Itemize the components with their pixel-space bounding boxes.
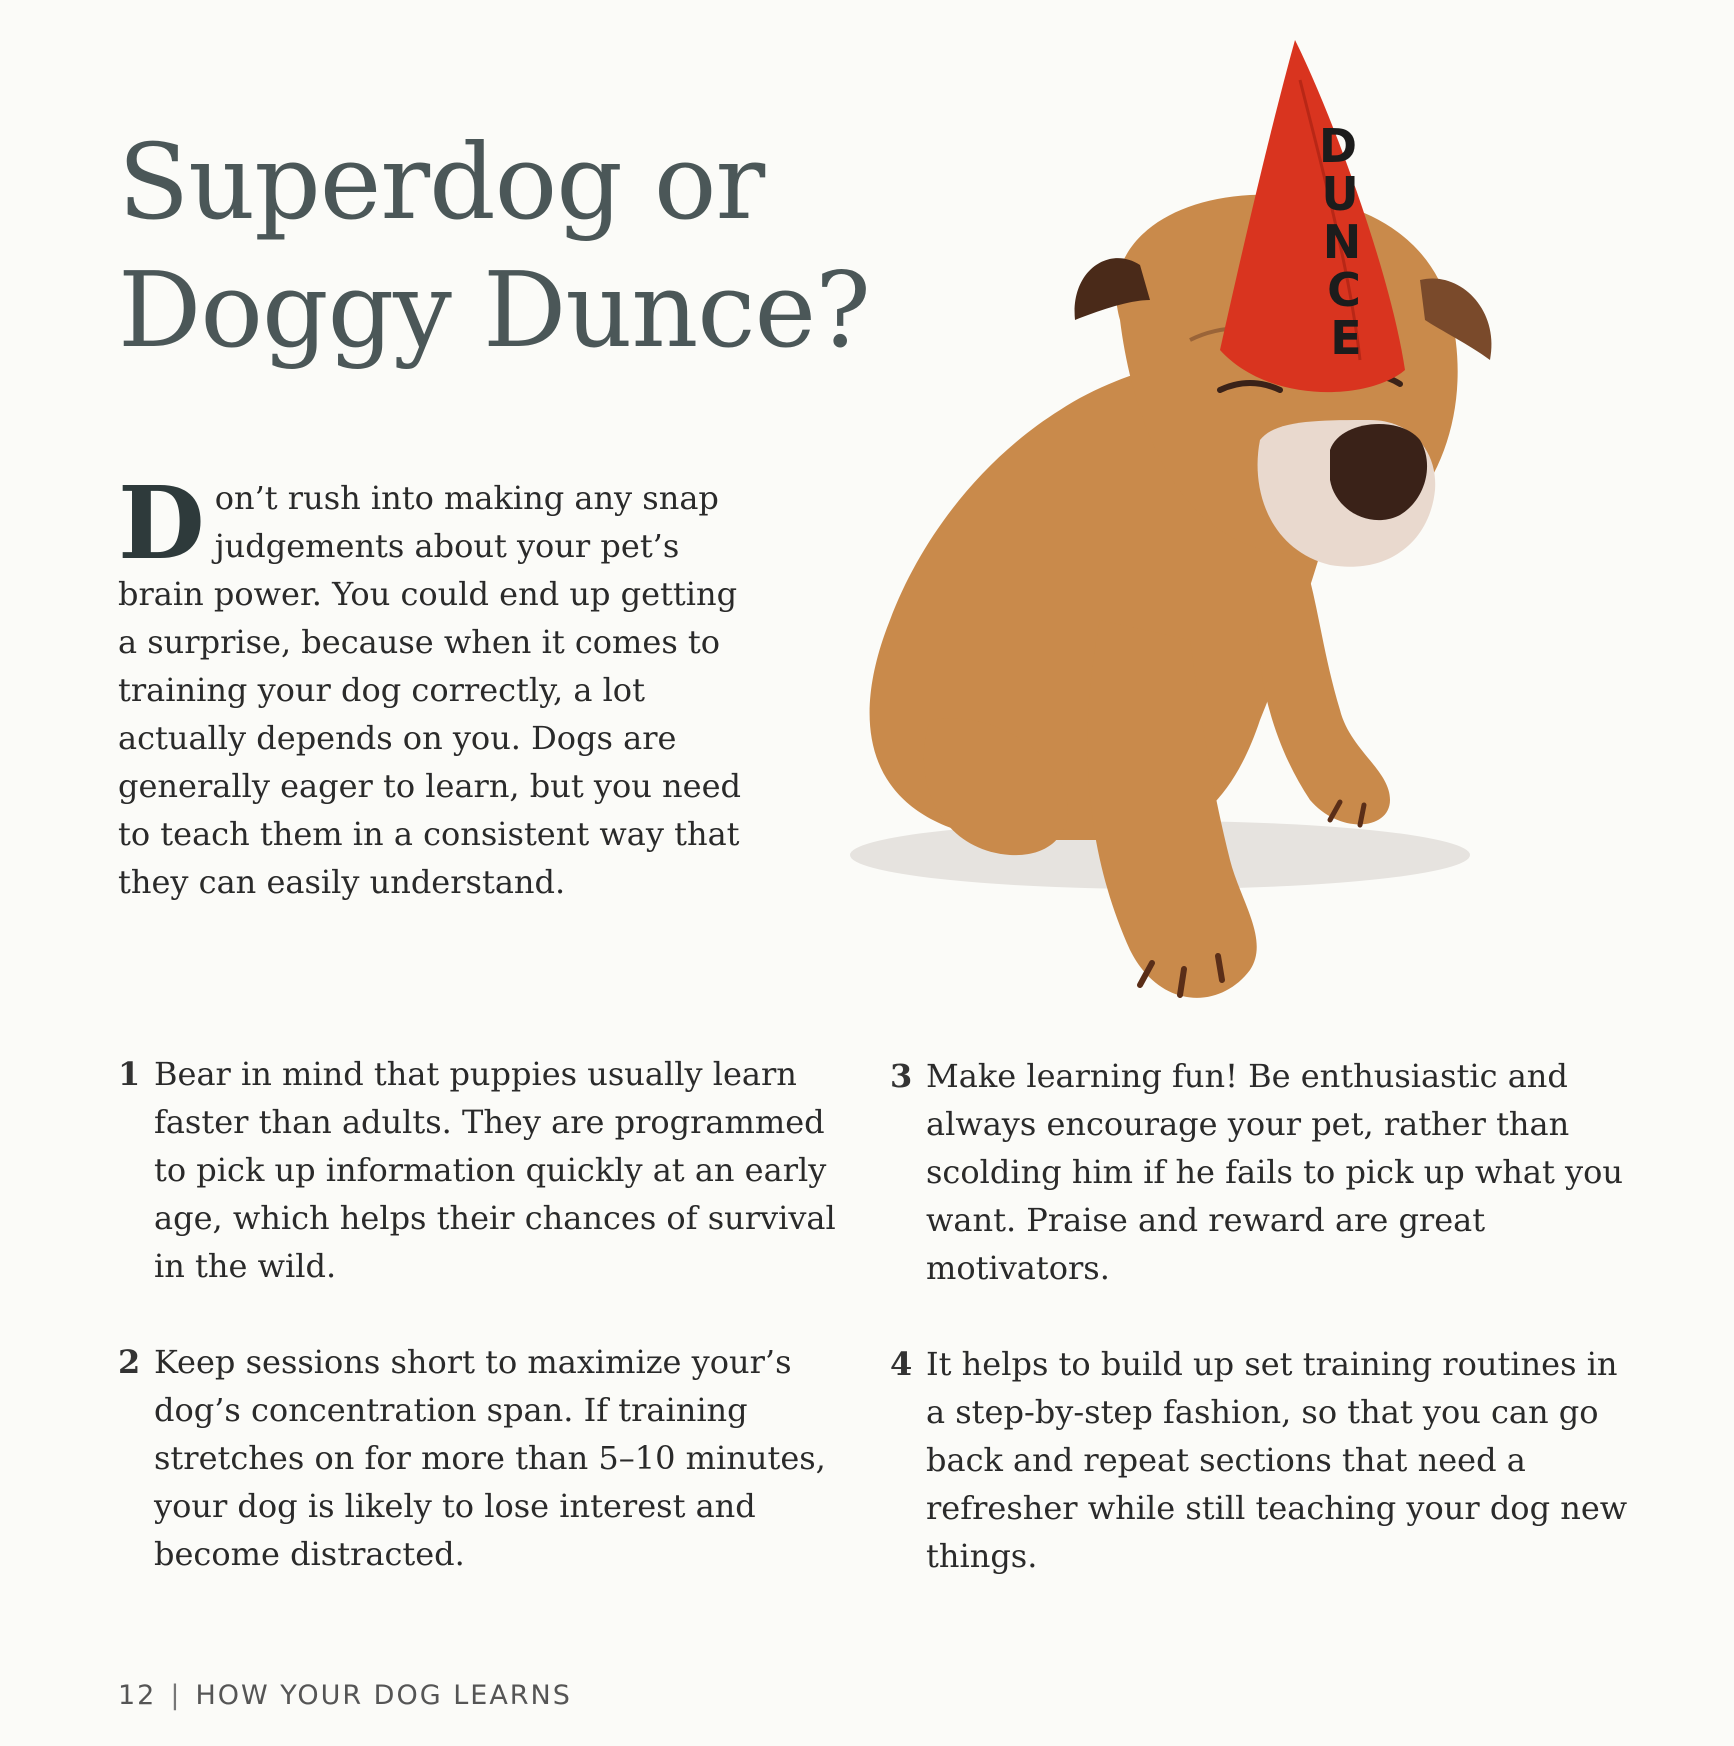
section-name: HOW YOUR DOG LEARNS [195,1680,572,1711]
hat-letter: D [1318,119,1358,173]
tip-2 [118,1338,848,1578]
tip-number: 1 [118,1055,141,1093]
tip-text: Bear in mind that puppies usually learn faster than adults. They are programmed to pick up information quickly at an early age, which helps their chances of survival in the wild. [154,1055,836,1285]
tip-text: Keep sessions short to maximize your’s dog’s concentration span. If training stretches on for more than 5–10 minutes, your dog is likely to lose interest and become distracted. [154,1343,826,1573]
intro-text: on’t rush into making any snap judgements about your pet’s brain power. You could end up getting a surprise, because when it comes to training your dog correctly, a lot actually depends on you. Dogs are generally eager to learn, but you need to teach them in a consistent way that they can easily understand. [118,479,741,901]
title-line-1: Superdog or [118,121,765,243]
hat-letter: E [1330,311,1362,365]
hat-letter: C [1327,263,1361,317]
dog-front-leg-right [1257,580,1390,824]
footer-separator: | [170,1680,182,1711]
tip-1 [118,1050,848,1290]
bulldog-dunce-illustration [830,20,1610,1030]
hat-letter: U [1321,167,1359,221]
tip-number: 3 [890,1057,913,1095]
tip-3 [890,1052,1640,1292]
intro-paragraph [118,464,758,906]
drop-cap: D [118,464,205,582]
tip-text: It helps to build up set training routines in a step-by-step fashion, so that you can go back and repeat sections that need a refresher while still teaching your dog new things. [926,1345,1628,1575]
title-line-2: Doggy Dunce? [118,249,870,371]
page-number: 12 [118,1680,157,1711]
tip-text: Make learning fun! Be enthusiastic and always encourage your pet, rather than scolding him if he fails to pick up what you want. Praise and reward are great motivators. [926,1057,1623,1287]
tip-4 [890,1340,1640,1580]
tip-number: 2 [118,1343,141,1381]
page-footer [118,1680,572,1711]
hat-letter: N [1322,215,1362,269]
tip-number: 4 [890,1345,913,1383]
page-title [118,118,870,374]
